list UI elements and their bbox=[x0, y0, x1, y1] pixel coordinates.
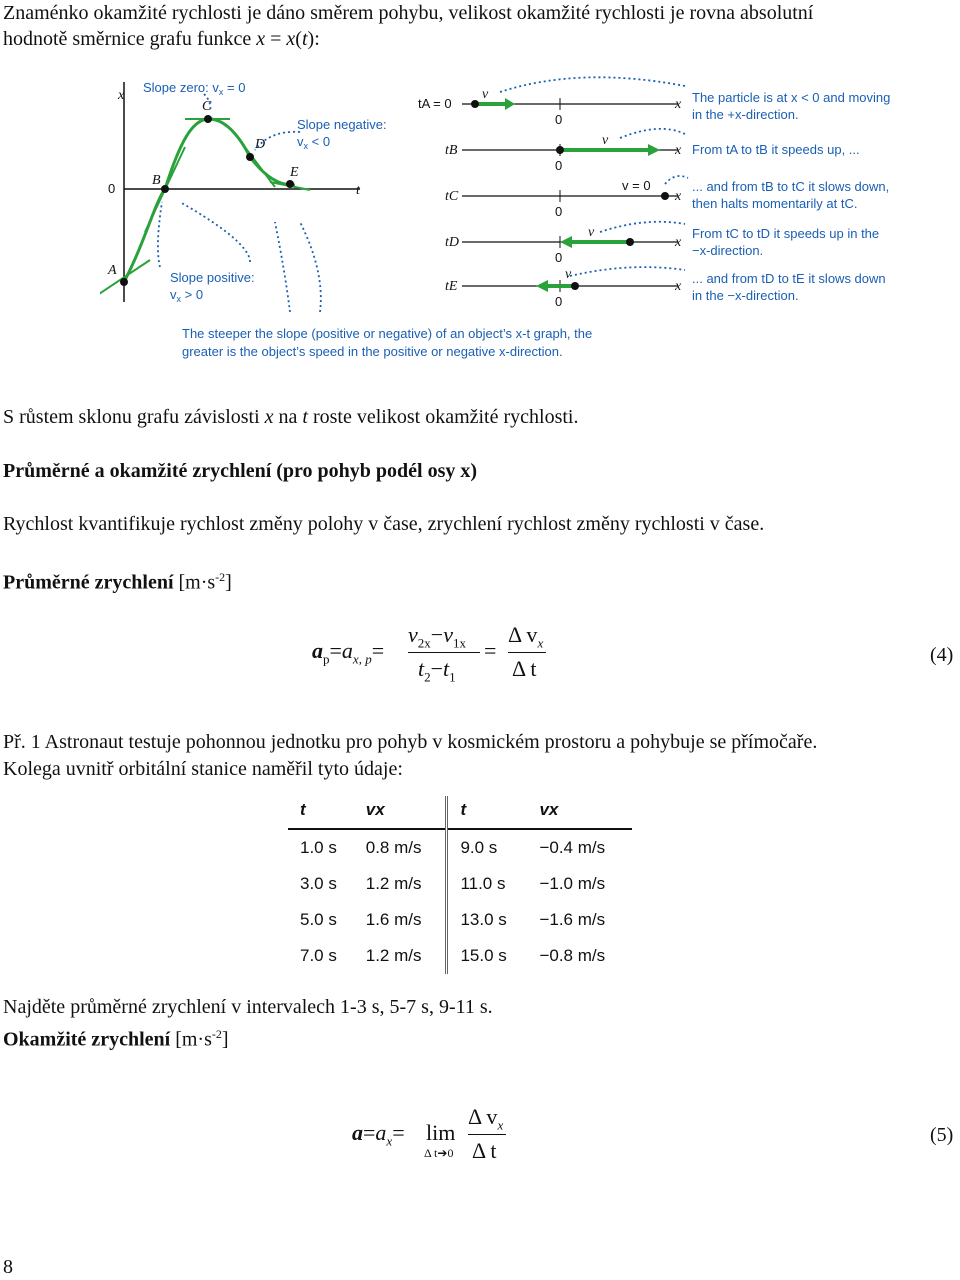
time-label-d: tD bbox=[445, 235, 459, 250]
arrow-steep-right bbox=[300, 222, 321, 312]
text1-post: roste velikost okamžité rychlosti. bbox=[307, 406, 579, 428]
eq4-equals: = bbox=[484, 638, 497, 663]
zero-d: 0 bbox=[555, 250, 563, 265]
x-a: x bbox=[675, 97, 682, 112]
eq4-fraction-bar bbox=[408, 652, 480, 653]
page-number: 8 bbox=[3, 1256, 13, 1278]
v-d: v bbox=[588, 225, 595, 240]
time-label-a: tA = 0 bbox=[418, 96, 452, 111]
slope-zero-label: Slope zero: $v_x = 0$ bbox=[143, 80, 246, 97]
arrow-steep-mid bbox=[275, 222, 290, 312]
equation-4-number: (4) bbox=[930, 644, 954, 666]
table-cell: 9.0 s bbox=[447, 829, 528, 866]
point-e bbox=[286, 180, 294, 188]
desc-a-1: The particle is at x < 0 and moving bbox=[692, 90, 891, 105]
table-cell: −0.4 m/s bbox=[539, 838, 606, 857]
table-cell: 1.0 s bbox=[300, 838, 337, 857]
table-cell: −1.6 m/s bbox=[539, 910, 606, 929]
desc-c-1: ... and from tB to tC it slows down, bbox=[692, 179, 890, 194]
table-cell: 1.2 m/s bbox=[365, 874, 422, 893]
slope-positive-label: Slope positive: bbox=[170, 270, 255, 285]
header-t: t bbox=[447, 796, 528, 829]
var-x: x bbox=[256, 28, 266, 50]
slope-negative-label: Slope negative: bbox=[297, 117, 387, 132]
label-a: A bbox=[108, 263, 117, 278]
average-acceleration-heading bbox=[3, 564, 232, 596]
var-x: x bbox=[286, 28, 296, 50]
position-row-d bbox=[445, 225, 682, 265]
v-zero-c: v = 0 bbox=[622, 178, 651, 193]
x-t-curve bbox=[124, 119, 295, 282]
desc-d-1: From tC to tD it speeds up in the bbox=[692, 226, 880, 241]
desc-c-2: then halts momentarily at tC. bbox=[692, 196, 858, 211]
label-c: C bbox=[202, 99, 212, 114]
zero-a: 0 bbox=[555, 112, 563, 127]
text1-mid: na bbox=[273, 406, 303, 428]
table-header-row bbox=[288, 796, 632, 829]
eq4-lhs: $a_p=a_{x, p}=$ bbox=[312, 638, 385, 667]
var-t: t bbox=[302, 406, 308, 428]
v-e: v bbox=[565, 267, 572, 282]
position-row-c bbox=[445, 178, 682, 219]
eq5-delta-v: Δ $v_x$ bbox=[468, 1104, 504, 1133]
table-cell: 13.0 s bbox=[447, 902, 528, 938]
time-label-e: tE bbox=[445, 279, 458, 294]
task-text: Najděte průměrné zrychlení v intervalech 1-3 s, 5-7 s, 9-11 s. bbox=[3, 996, 493, 1018]
table-cell: 1.2 m/s bbox=[365, 946, 422, 965]
slope-negative-eq: $v_x < 0$ bbox=[297, 134, 331, 151]
table-cell: −1.0 m/s bbox=[539, 874, 606, 893]
graph-zero-label: 0 bbox=[108, 181, 116, 196]
steeper-caption-2: greater is the object’s speed in the positive or negative x-direction. bbox=[182, 344, 563, 359]
var-x: x bbox=[264, 406, 274, 428]
equation-4 bbox=[312, 622, 572, 686]
x-b: x bbox=[675, 143, 682, 158]
paren: ( bbox=[295, 28, 302, 50]
point-d bbox=[246, 153, 254, 161]
unit-bracket: ] bbox=[225, 571, 232, 594]
arrow-steep-left bbox=[180, 202, 250, 262]
position-row-a bbox=[418, 87, 682, 127]
eq5-lim-sub: Δ t➔0 bbox=[424, 1146, 454, 1160]
arrow-slope-positive bbox=[158, 202, 162, 267]
point-a bbox=[120, 278, 128, 286]
example-line-1: Př. 1 Astronaut testuje pohonnou jednotku pro pohyb v kosmickém prostoru a pohybuje se přímočaře. bbox=[3, 731, 818, 753]
table-row bbox=[288, 866, 632, 902]
zero-b: 0 bbox=[555, 158, 563, 173]
eq4-delta-t: Δ t bbox=[512, 656, 537, 681]
time-label-b: tB bbox=[445, 143, 458, 158]
desc-a-2: in the +x-direction. bbox=[692, 107, 799, 122]
zero-c: 0 bbox=[555, 204, 563, 219]
zero-e: 0 bbox=[555, 294, 563, 309]
eq5-fraction-bar bbox=[468, 1134, 506, 1135]
text1-pre: S růstem sklonu grafu závislosti bbox=[3, 406, 265, 428]
unit-bracket: ] bbox=[221, 1028, 229, 1051]
v-b: v bbox=[602, 133, 609, 148]
unit: [m·s bbox=[173, 571, 216, 594]
definition-text: Rychlost kvantifikuje rychlost změny polohy v čase, zrychlení rychlost změny rychlosti v čase. bbox=[3, 513, 765, 535]
instant-acceleration-heading bbox=[3, 1021, 229, 1053]
table-cell: 15.0 s bbox=[447, 938, 528, 974]
example-line-2: Kolega uvnitř orbitální stanice naměřil tyto údaje: bbox=[3, 758, 403, 780]
eq4-fraction-bar-2 bbox=[508, 652, 546, 653]
average-acceleration-title: Průměrné zrychlení bbox=[3, 571, 174, 594]
equation-5 bbox=[352, 1104, 552, 1168]
x-c: x bbox=[675, 189, 682, 204]
unit-exponent: -2 bbox=[215, 570, 226, 584]
graph-x-label: x bbox=[118, 88, 125, 103]
desc-b-1: From tA to tB it speeds up, ... bbox=[692, 142, 860, 157]
table-cell: 1.6 m/s bbox=[365, 910, 422, 929]
header-vx: vx bbox=[527, 796, 632, 829]
velocity-table bbox=[288, 796, 632, 974]
position-row-e bbox=[445, 267, 682, 309]
eq5-lhs: $a=a_x=$ bbox=[352, 1120, 405, 1149]
equation-5-number: (5) bbox=[930, 1124, 954, 1146]
table-cell: 7.0 s bbox=[300, 946, 337, 965]
eq4-denominator: $t_2-t_1$ bbox=[418, 656, 456, 685]
motion-figure bbox=[100, 72, 920, 372]
table-cell: 0.8 m/s bbox=[365, 838, 422, 857]
steeper-caption-1: The steeper the slope (positive or negative) of an object’s x-t graph, the bbox=[182, 326, 593, 341]
table-row bbox=[288, 902, 632, 938]
x-d: x bbox=[675, 235, 682, 250]
label-e: E bbox=[290, 165, 299, 180]
table-cell: 3.0 s bbox=[300, 874, 337, 893]
intro-line-1: Znaménko okamžité rychlosti je dáno směrem pohybu, velikost okamžité rychlosti je rovna absolutní bbox=[3, 2, 814, 24]
label-b: B bbox=[152, 173, 161, 188]
header-vx: vx bbox=[354, 796, 447, 829]
var-t: t bbox=[301, 28, 308, 50]
eq4-numerator: $v_{2x}-v_{1x}$ bbox=[408, 622, 466, 651]
graph-t-label: t bbox=[356, 183, 360, 198]
unit: [m·s bbox=[170, 1028, 212, 1051]
position-row-b bbox=[445, 133, 682, 173]
table-cell: 11.0 s bbox=[447, 866, 528, 902]
instant-acceleration-title: Okamžité zrychlení bbox=[3, 1028, 171, 1051]
header-t: t bbox=[288, 796, 354, 829]
table-row bbox=[288, 829, 632, 866]
v-a: v bbox=[482, 87, 489, 102]
section-heading-acceleration: Průměrné a okamžité zrychlení (pro pohyb podél osy x) bbox=[3, 460, 478, 482]
table-row bbox=[288, 938, 632, 974]
time-label-c: tC bbox=[445, 189, 459, 204]
desc-d-2: −x-direction. bbox=[692, 243, 764, 258]
eq5-delta-t: Δ t bbox=[472, 1138, 497, 1163]
point-b bbox=[161, 185, 169, 193]
intro-line-2 bbox=[3, 26, 320, 52]
intro-line-2-text: hodnotě směrnice grafu funkce bbox=[3, 28, 257, 50]
desc-e-1: ... and from tD to tE it slows down bbox=[692, 271, 886, 286]
eq4-delta-v: Δ $v_x$ bbox=[508, 622, 544, 651]
slope-positive-eq: $v_x > 0$ bbox=[170, 287, 204, 304]
table-cell: 5.0 s bbox=[300, 910, 337, 929]
desc-e-2: in the −x-direction. bbox=[692, 288, 799, 303]
unit-exponent: -2 bbox=[211, 1027, 222, 1041]
eq5-lim: lim bbox=[426, 1120, 456, 1145]
label-d: D bbox=[255, 137, 266, 152]
table-cell: −0.8 m/s bbox=[539, 946, 606, 965]
paren-colon: ): bbox=[307, 28, 320, 50]
x-e: x bbox=[675, 279, 682, 294]
equals: = bbox=[265, 28, 287, 50]
point-c bbox=[204, 115, 212, 123]
slope-speed-sentence bbox=[3, 404, 578, 430]
